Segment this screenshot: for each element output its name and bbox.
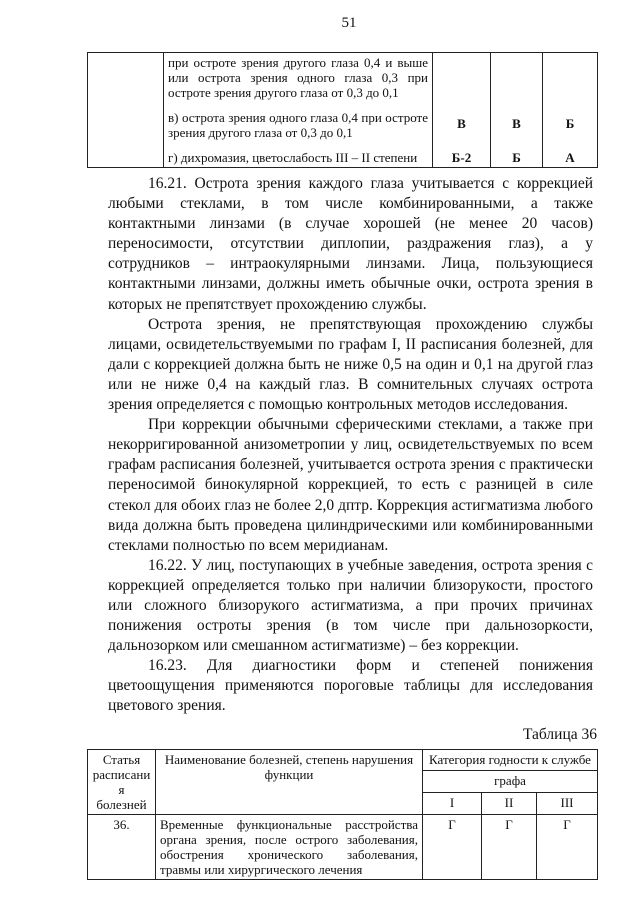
continued-table bbox=[87, 52, 598, 168]
cell-I: Г bbox=[423, 814, 482, 879]
row-text: г) дихромазия, цветослабость III – II степени bbox=[164, 142, 433, 168]
cell-I: В bbox=[433, 102, 491, 142]
paragraph: Острота зрения, не препятствующая прохождению службы лицами, освидетельствуемыми по графам I, II расписания болезней, для дали с коррекцией должна быть не ниже 0,5 на один и 0,1 на другой глаз или не ниже 0,4 на каждый глаз. В сомнительных случаях острота зрения определяется с помощью контрольных методов исследования. bbox=[108, 315, 593, 414]
table-caption: Таблица 36 bbox=[522, 725, 597, 743]
cell-III bbox=[543, 53, 598, 103]
table-row bbox=[88, 102, 598, 142]
article-cell bbox=[88, 53, 164, 168]
header-II: II bbox=[482, 792, 537, 814]
cell-II: В bbox=[491, 102, 543, 142]
cell-II: Б bbox=[491, 142, 543, 168]
cell-III: Б bbox=[543, 102, 598, 142]
header-I: I bbox=[423, 792, 482, 814]
table-row bbox=[88, 814, 598, 879]
header-name: Наименование болезней, степень нарушения функции bbox=[156, 749, 423, 814]
header-III: III bbox=[537, 792, 598, 814]
cell-I: Б-2 bbox=[433, 142, 491, 168]
table-36 bbox=[87, 749, 598, 880]
page-number: 51 bbox=[341, 15, 357, 31]
header-row bbox=[88, 749, 598, 771]
cell-III: А bbox=[543, 142, 598, 168]
table-row bbox=[88, 53, 598, 103]
cell-II: Г bbox=[482, 814, 537, 879]
cell-II bbox=[491, 53, 543, 103]
cell-III: Г bbox=[537, 814, 598, 879]
paragraph: При коррекции обычными сферическими стеклами, а также при некорригированной анизометропии у лиц, освидетельствуемых по всем графам расписания болезней, учитывается острота зрения с практически переносимой бинокулярной коррекцией, то есть с разницей в силе стекол для обоих глаз не более 2,0 дптр. Коррекция астигматизма любого вида должна быть проведена цилиндрическими или комбинированными стеклами полностью по всем меридианам. bbox=[108, 416, 593, 554]
row-text: в) острота зрения одного глаза 0,4 при остроте зрения другого глаза от 0,3 до 0,1 bbox=[164, 102, 433, 142]
paragraph-16-21: 16.21. Острота зрения каждого глаза учитывается с коррекцией любыми стеклами, в том числе комбинированными, а также контактными линзами (в случае хорошей (не менее 20 часов) переносимости, отсутствии диплопии, раздражения глаз), а у сотрудников – интраокулярными линзами. Лица, пользующиеся контактными линзами, должны иметь обычные очки, острота зрения в которых не препятствует прохождению службы. bbox=[108, 175, 593, 313]
cell-I bbox=[433, 53, 491, 103]
header-article: Статья расписания болезней bbox=[88, 749, 156, 814]
header-grafa: графа bbox=[423, 771, 598, 793]
row-text: Временные функциональные расстройства органа зрения, после острого заболевания, обострения хронического заболевания, травмы или хирургического лечения bbox=[156, 814, 423, 879]
article-cell: 36. bbox=[88, 814, 156, 879]
table-row bbox=[88, 142, 598, 168]
header-category: Категория годности к службе bbox=[423, 749, 598, 771]
paragraph-16-22: 16.22. У лиц, поступающих в учебные заведения, острота зрения с коррекцией определяется только при наличии близорукости, простого или сложного близорукого астигматизма, а при прочих причинах понижения остроты зрения (в том числе при дальнозоркости, дальнозорком или смешанном астигматизме) – без коррекции. bbox=[108, 556, 593, 655]
row-text: при остроте зрения другого глаза 0,4 и выше или острота зрения одного глаза 0,3 при остроте зрения другого глаза от 0,3 до 0,1 bbox=[164, 53, 433, 103]
paragraph-16-23: 16.23. Для диагностики форм и степеней понижения цветоощущения применяются пороговые таблицы для исследования цветового зрения. bbox=[108, 657, 593, 715]
body-text bbox=[108, 174, 593, 717]
